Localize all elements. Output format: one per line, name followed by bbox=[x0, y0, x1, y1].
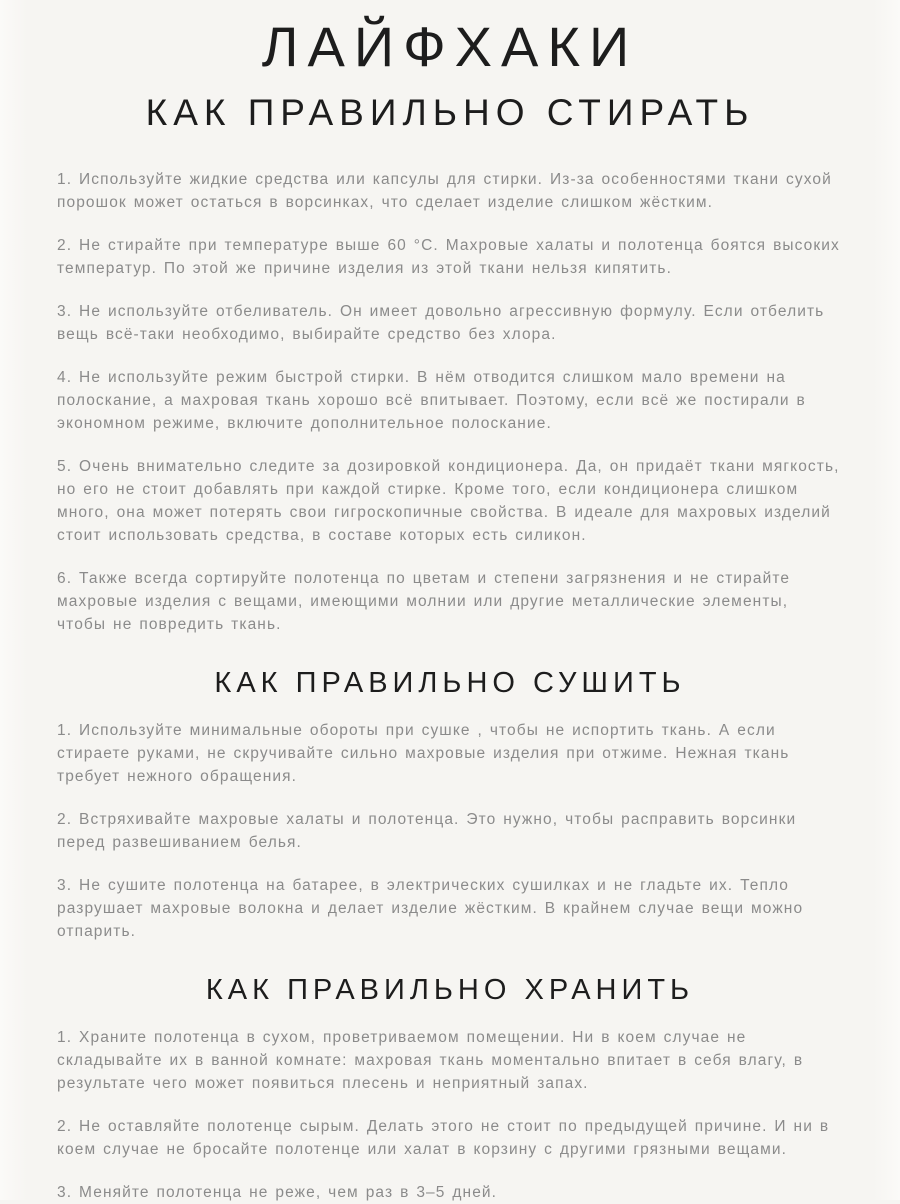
washing-tip-2: 2. Не стирайте при температуре выше 60 °C. Махровые халаты и полотенца боятся высоких температур. По этой же причине изделия из этой ткани нельзя кипятить. bbox=[57, 237, 840, 278]
washing-tip-1: 1. Используйте жидкие средства или капсулы для стирки. Из-за особенностями ткани сухой порошок может остаться в ворсинках, что сделает изделие слишком жёстким. bbox=[57, 171, 832, 212]
section-drying bbox=[57, 666, 843, 943]
drying-tip-1: 1. Используйте минимальные обороты при сушке , чтобы не испортить ткань. А если стираете руками, не скручивайте сильно махровые изделия при отжиме. Нежная ткань требует нежного обращения. bbox=[57, 721, 790, 785]
drying-tip-2: 2. Встряхивайте махровые халаты и полотенца. Это нужно, чтобы расправить ворсинки перед развешиванием белья. bbox=[57, 810, 797, 851]
document-header bbox=[57, 16, 843, 134]
washing-tip-3: 3. Не используйте отбеливатель. Он имеет довольно агрессивную формулу. Если отбелить вещь всё-таки необходимо, выбирайте средство без хлора. bbox=[57, 303, 825, 344]
page-title: ЛАЙФХАКИ bbox=[261, 15, 639, 78]
section-storing bbox=[57, 973, 843, 1204]
section-heading-drying: КАК ПРАВИЛЬНО СУШИТЬ bbox=[214, 667, 686, 700]
storing-tip-1: 1. Храните полотенца в сухом, проветриваемом помещении. Ни в коем случае не складывайте их в ванной комнате: махровая ткань моментально впитает в себя влагу, в результате чего может появиться плесень и неприятный запах. bbox=[57, 1028, 804, 1092]
page-subtitle: КАК ПРАВИЛЬНО СТИРАТЬ bbox=[145, 91, 755, 133]
section-washing bbox=[57, 168, 843, 636]
washing-tip-6: 6. Также всегда сортируйте полотенца по цветам и степени загрязнения и не стирайте махровые изделия с вещами, имеющими молнии или другие металлические элементы, чтобы не повредить ткань. bbox=[57, 570, 791, 634]
storing-tip-2: 2. Не оставляйте полотенце сырым. Делать этого не стоит по предыдущей причине. И ни в коем случае не бросайте полотенце или халат в корзину с другими грязными вещами. bbox=[57, 1117, 830, 1158]
section-heading-storing: КАК ПРАВИЛЬНО ХРАНИТЬ bbox=[205, 973, 695, 1006]
drying-tip-3: 3. Не сушите полотенца на батарее, в электрических сушилках и не гладьте их. Тепло разрушает махровые волокна и делает изделие жёстким. В крайнем случае вещи можно отпарить. bbox=[57, 876, 804, 940]
washing-tip-5: 5. Очень внимательно следите за дозировкой кондиционера. Да, он придаёт ткани мягкость, но его не стоит добавлять при каждой стирке. Кроме того, если кондиционера слишком много, она может потерять свои гигроскопичные свойства. В идеале для махровых изделий стоит использовать средства, в составе которых есть силикон. bbox=[57, 458, 840, 545]
storing-tip-3: 3. Меняйте полотенца не реже, чем раз в 3–5 дней. bbox=[57, 1183, 498, 1201]
washing-tip-4: 4. Не используйте режим быстрой стирки. В нём отводится слишком мало времени на полоскание, а махровая ткань хорошо всё впитывает. Поэтому, если всё же постирали в экономном режиме, включите дополнительное полоскание. bbox=[57, 369, 806, 433]
